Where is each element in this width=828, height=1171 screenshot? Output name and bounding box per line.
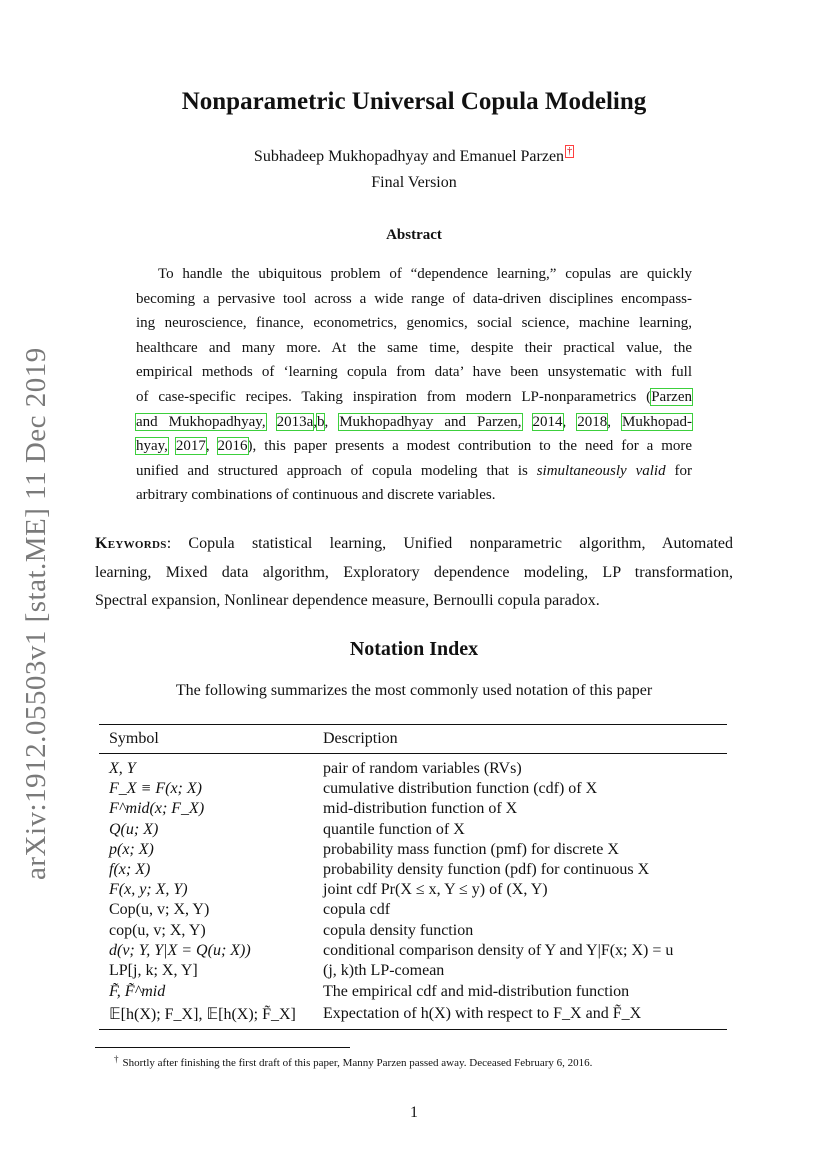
table-row <box>99 921 727 941</box>
keywords-block <box>95 530 733 616</box>
table-row <box>99 860 727 880</box>
notation-heading: Notation Index <box>349 638 479 660</box>
symbol-cell: cop(u, v; X, Y) <box>109 921 206 939</box>
abstract-line: healthcare and many more. At the same time, despite their practical value, the <box>136 339 692 356</box>
abstract-line: ing neuroscience, finance, econometrics, genomics, social science, machine learning, <box>136 315 692 332</box>
citation-link[interactable]: and Mukhopadhyay, <box>136 413 266 430</box>
abstract-line: arbitrary combinations of continuous and discrete variables. <box>136 487 496 504</box>
citation-separator: , <box>313 413 317 430</box>
footnote <box>114 1054 592 1069</box>
author-names: Subhadeep Mukhopadhyay and Emanuel Parzen <box>253 148 565 165</box>
description-cell: (j, k)th LP-comean <box>323 961 445 979</box>
symbol-cell: d(v; Y, Y|X = Q(u; X)) <box>109 941 251 959</box>
citation-link[interactable]: 2017 <box>175 438 206 455</box>
keywords-label: Keywords <box>95 535 167 552</box>
description-cell: Expectation of h(X) with respect to F_X and F̃_X <box>323 1005 642 1023</box>
footnote-divider <box>95 1047 350 1048</box>
description-cell: pair of random variables (RVs) <box>323 760 522 778</box>
table-row <box>99 900 727 920</box>
abstract-line-text: for <box>665 462 692 479</box>
abstract-line: To handle the ubiquitous problem of “dependence learning,” copulas are quickly <box>158 266 692 282</box>
keywords-line: learning, Mixed data algorithm, Exploratory dependence modeling, LP transformation, <box>95 563 733 581</box>
citation-separator <box>522 414 533 430</box>
symbol-cell: Q(u; X) <box>109 820 159 838</box>
page-number: 1 <box>410 1104 418 1121</box>
citation-link[interactable]: Mukhopadhyay and Parzen, <box>339 413 522 430</box>
abstract-line <box>136 459 692 484</box>
table-row <box>99 779 727 799</box>
column-header-description: Description <box>323 730 398 747</box>
author-footnote-link[interactable]: † <box>567 146 573 157</box>
symbol-cell: X, Y <box>109 760 136 778</box>
citation-separator: , <box>562 413 578 430</box>
symbol-cell: F^mid(x; F_X) <box>109 800 205 818</box>
symbol-cell: 𝔼[h(X); F_X], 𝔼[h(X); F̃_X] <box>109 1006 296 1024</box>
table-row <box>99 941 727 961</box>
description-cell: quantile function of X <box>323 820 465 838</box>
symbol-cell: LP[j, k; X, Y] <box>109 961 198 979</box>
notation-intro: The following summarizes the most commonly used notation of this paper <box>175 682 653 699</box>
table-row <box>99 1003 727 1025</box>
arxiv-side-stamp: arXiv:1912.05503v1 [stat.ME] 11 Dec 2019 <box>20 347 52 880</box>
abstract-line-text: of case-specific recipes. Taking inspiration from modern LP-nonparametrics ( <box>136 388 652 405</box>
description-cell: probability mass function (pmf) for discrete X <box>323 840 619 858</box>
emphasis-text: simultaneously valid <box>536 462 666 479</box>
symbol-cell: F(x, y; X, Y) <box>109 881 188 899</box>
description-cell: conditional comparison density of Y and Y|F(x; X) = u <box>323 941 674 959</box>
abstract-line <box>136 410 692 435</box>
footnote-mark: † <box>114 1054 119 1064</box>
keywords-text: : Copula statistical learning, Unified nonparametric algorithm, Automated <box>166 535 733 552</box>
table-row <box>99 840 727 860</box>
footnote-text: Shortly after finishing the first draft of this paper, Manny Parzen passed away. Deceased February 6, 2016. <box>122 1057 593 1069</box>
table-row <box>99 880 727 900</box>
symbol-cell: F_X ≡ F(x; X) <box>109 780 202 798</box>
citation-link[interactable]: 2013a <box>276 413 314 430</box>
citation-separator: , <box>607 413 623 430</box>
column-header-symbol: Symbol <box>109 730 159 747</box>
citation-link[interactable]: b <box>316 413 325 430</box>
abstract-body <box>136 262 692 508</box>
citation-link[interactable]: 2014 <box>532 413 563 430</box>
citation-link[interactable]: 2016 <box>217 438 248 455</box>
symbol-cell: F̃, F̃^mid <box>109 983 166 1001</box>
citation-separator <box>168 438 176 454</box>
description-cell: mid-distribution function of X <box>323 800 518 818</box>
table-row <box>99 820 727 840</box>
citation-link[interactable]: 2018 <box>577 413 608 430</box>
citation-link[interactable]: Mukhopad- <box>622 413 693 430</box>
abstract-line: becoming a pervasive tool across a wide range of data-driven disciplines encompass- <box>136 290 692 307</box>
citation-separator: , <box>324 413 340 430</box>
abstract-line <box>136 385 692 410</box>
version-line: Final Version <box>371 174 457 191</box>
symbol-cell: Cop(u, v; X, Y) <box>109 901 210 919</box>
description-cell: joint cdf Pr(X ≤ x, Y ≤ y) of (X, Y) <box>323 881 548 899</box>
citation-separator: , <box>205 438 218 455</box>
description-cell: copula cdf <box>323 901 391 919</box>
abstract-line-text: unified and structured approach of copula modeling that is <box>136 462 537 479</box>
table-row <box>99 799 727 819</box>
symbol-cell: f(x; X) <box>109 861 151 879</box>
description-cell: cumulative distribution function (cdf) of X <box>323 780 598 798</box>
keywords-line: Spectral expansion, Nonlinear dependence measure, Bernoulli copula paradox. <box>95 592 600 609</box>
description-cell: probability density function (pdf) for continuous X <box>323 861 650 879</box>
citation-link[interactable]: hyay, <box>136 438 168 455</box>
paper-title: Nonparametric Universal Copula Modeling <box>181 88 647 115</box>
description-cell: copula density function <box>323 921 474 939</box>
abstract-line <box>136 434 692 459</box>
table-body <box>99 754 727 1029</box>
abstract-line-text: ), this paper presents a modest contribution to the need for a more <box>247 438 693 455</box>
description-cell: The empirical cdf and mid-distribution function <box>323 983 630 1001</box>
authors-line <box>0 146 828 166</box>
keywords-line <box>95 530 733 559</box>
abstract-heading: Abstract <box>386 227 442 243</box>
symbol-cell: p(x; X) <box>109 840 154 858</box>
table-header-row <box>99 725 727 753</box>
table-row <box>99 981 727 1003</box>
table-bottom-rule <box>99 1029 727 1030</box>
table-row <box>99 961 727 981</box>
notation-table <box>99 724 727 1030</box>
table-row <box>99 759 727 779</box>
citation-link[interactable]: Parzen <box>651 388 692 405</box>
abstract-line: empirical methods of ‘learning copula from data’ have been unsystematic with full <box>136 364 692 381</box>
